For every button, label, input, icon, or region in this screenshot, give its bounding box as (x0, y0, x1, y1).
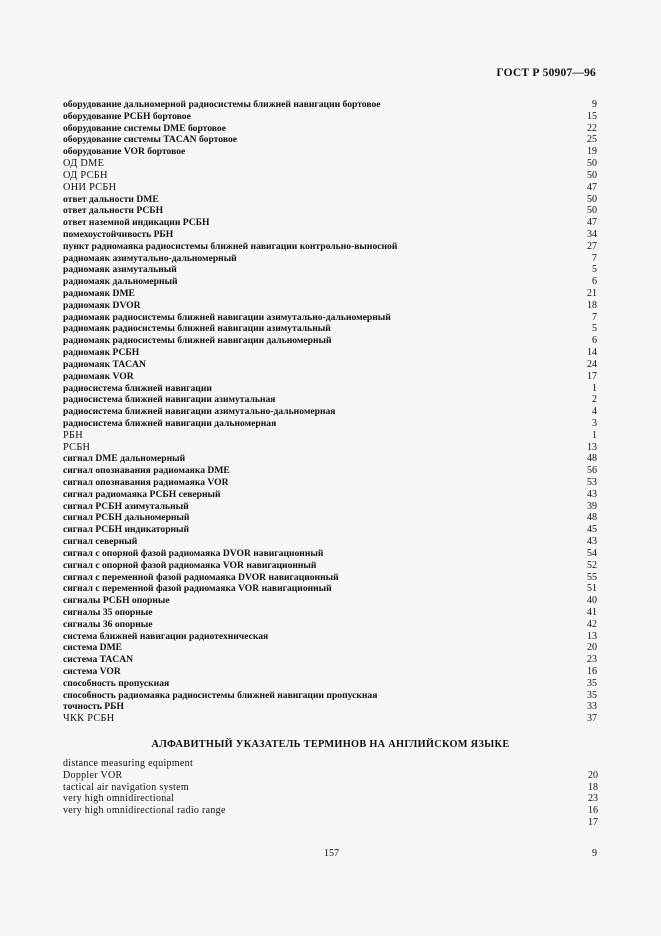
index-row (63, 536, 598, 548)
index-row (63, 583, 598, 595)
index-row (63, 134, 598, 146)
index-page-ref: 20 (587, 642, 597, 654)
index-row (63, 477, 598, 489)
index-row (63, 607, 598, 619)
index-term: система VOR (63, 666, 121, 677)
index-term: способность пропускная (63, 677, 170, 689)
index-term: точность РБН (63, 701, 124, 713)
index-term: радиомаяк DVOR (63, 299, 141, 311)
english-index-row (63, 805, 598, 817)
index-term: ЧКК РСБН (63, 713, 115, 725)
index-page-ref: 43 (587, 488, 597, 500)
index-term: радиомаяк радиосистемы ближней навигации азимутально-дальномерный (63, 311, 391, 323)
index-term: сигнал северный (63, 536, 138, 548)
index-page-ref: 50 (587, 169, 597, 181)
footer-corner-number: 9 (592, 848, 597, 859)
index-page-ref: 54 (587, 547, 597, 559)
index-term: радиомаяк дальномерный (63, 276, 178, 288)
index-term: радиомаяк азимутальный (63, 264, 177, 276)
index-term: ОД РСБН (63, 169, 108, 181)
index-row (63, 123, 598, 135)
index-row (63, 512, 598, 524)
index-page-ref: 53 (587, 477, 597, 488)
index-row (63, 642, 598, 654)
index-page-ref: 22 (587, 122, 597, 134)
index-term: оборудование РСБН бортовое (63, 110, 191, 122)
index-term: сигналы 35 опорные (63, 606, 153, 618)
index-term: радиосистема ближней навигации азимутально-дальномерная (63, 406, 336, 418)
index-row (63, 678, 598, 690)
index-page-ref: 47 (587, 217, 597, 229)
index-page-ref: 50 (587, 158, 597, 170)
english-term-index (63, 758, 598, 829)
index-row (63, 241, 598, 253)
index-page-ref: 14 (587, 347, 597, 359)
index-term: сигнал с опорной фазой радиомаяка DVOR навигационный (63, 547, 324, 559)
index-page-ref: 33 (587, 701, 597, 713)
index-row (63, 383, 598, 395)
index-row (63, 406, 598, 418)
index-page-ref: 17 (587, 370, 597, 382)
index-term: сигнал опознавания радиомаяка VOR (63, 477, 229, 488)
index-row (63, 182, 598, 194)
index-page-ref: 13 (587, 630, 597, 642)
index-term: радиосистема ближней навигации (63, 382, 212, 394)
index-page-ref: 27 (587, 240, 597, 252)
index-page-ref: 7 (592, 311, 597, 323)
index-row (63, 654, 598, 666)
index-term: радиомаяк радиосистемы ближней навигации дальномерный (63, 335, 332, 347)
index-row (63, 524, 598, 536)
index-row (63, 489, 598, 501)
index-page-ref: 40 (587, 595, 597, 607)
english-page-ref: 17 (588, 816, 598, 828)
index-page-ref: 2 (592, 394, 597, 406)
index-row (63, 276, 598, 288)
index-page-ref: 21 (587, 288, 597, 299)
english-index-row (63, 758, 598, 770)
english-term: Doppler VOR (63, 769, 123, 781)
index-term: система ближней навигации радиотехническая (63, 630, 269, 642)
index-row (63, 146, 598, 158)
index-row (63, 371, 598, 383)
russian-term-index (63, 99, 598, 725)
index-term: оборудование системы DME бортовое (63, 122, 226, 134)
index-page-ref: 16 (587, 666, 597, 677)
index-page-ref: 19 (587, 146, 597, 158)
english-term: distance measuring equipment (63, 758, 194, 769)
index-page-ref: 1 (592, 429, 597, 441)
index-term: сигнал РСБН азимутальный (63, 500, 189, 512)
index-term: сигнал РСБН дальномерный (63, 512, 190, 524)
index-term: ОНИ РСБН (63, 181, 117, 193)
index-page-ref: 41 (587, 606, 597, 618)
index-page-ref: 15 (587, 110, 597, 122)
index-term: сигнал РСБН индикаторный (63, 524, 190, 536)
index-page-ref: 35 (587, 689, 597, 701)
index-page-ref: 35 (587, 677, 597, 689)
index-term: радиомаяк РСБН (63, 347, 140, 359)
index-page-ref: 6 (592, 276, 597, 288)
index-row (63, 453, 598, 465)
english-page-ref: 18 (588, 781, 598, 793)
index-term: сигнал с переменной фазой радиомаяка DVOR навигационный (63, 571, 339, 583)
index-row (63, 99, 598, 111)
index-term: сигнал опознавания радиомаяка DME (63, 465, 230, 477)
index-term: РБН (63, 429, 83, 441)
index-page-ref: 51 (587, 583, 597, 595)
index-term: помехоустойчивость РБН (63, 228, 174, 240)
index-row (63, 595, 598, 607)
index-row (63, 418, 598, 430)
index-page-ref: 18 (587, 299, 597, 311)
index-page-ref: 50 (587, 193, 597, 205)
index-term: радиомаяк DME (63, 288, 135, 299)
index-page-ref: 56 (587, 465, 597, 477)
index-row (63, 394, 598, 406)
index-row (63, 572, 598, 584)
english-index-row (63, 782, 598, 794)
index-page-ref: 55 (587, 571, 597, 583)
index-page-ref: 7 (592, 252, 597, 264)
index-term: система TACAN (63, 654, 134, 666)
index-term: сигналы 36 опорные (63, 618, 153, 630)
index-row (63, 560, 598, 572)
index-page-ref: 5 (592, 323, 597, 335)
english-index-row (63, 817, 598, 829)
index-page-ref: 1 (592, 382, 597, 394)
index-row (63, 300, 598, 312)
index-page-ref: 24 (587, 358, 597, 370)
index-row (63, 217, 598, 229)
index-page-ref: 42 (587, 618, 597, 630)
index-row (63, 713, 598, 725)
index-page-ref: 39 (587, 500, 597, 512)
index-row (63, 442, 598, 454)
index-term: сигнал с переменной фазой радиомаяка VOR навигационный (63, 583, 332, 595)
index-page-ref: 48 (587, 512, 597, 524)
english-term: tactical air navigation system (63, 781, 189, 793)
index-page-ref: 4 (592, 406, 597, 418)
english-page-ref: 16 (588, 805, 598, 817)
english-page-ref: 20 (588, 769, 598, 781)
index-term: радиомаяк радиосистемы ближней навигации азимутальный (63, 323, 331, 335)
index-row (63, 619, 598, 631)
english-page-ref: 23 (588, 793, 598, 805)
index-page-ref: 13 (587, 441, 597, 453)
index-page-ref: 25 (587, 134, 597, 146)
index-row (63, 548, 598, 560)
index-term: пункт радиомаяка радиосистемы ближней навигации контрольно-выносной (63, 240, 398, 252)
index-row (63, 359, 598, 371)
index-page-ref: 50 (587, 205, 597, 217)
index-term: способность радиомаяка радиосистемы ближней навигации пропускная (63, 689, 378, 701)
index-page-ref: 37 (587, 713, 597, 725)
index-row (63, 253, 598, 265)
index-row (63, 430, 598, 442)
english-index-title: АЛФАВИТНЫЙ УКАЗАТЕЛЬ ТЕРМИНОВ НА АНГЛИЙСКОМ ЯЗЫКЕ (151, 739, 510, 750)
index-row (63, 205, 598, 217)
index-row (63, 465, 598, 477)
index-term: радиомаяк VOR (63, 370, 134, 382)
index-row (63, 335, 598, 347)
document-header: ГОСТ Р 50907—96 (496, 67, 596, 79)
index-row (63, 347, 598, 359)
index-row (63, 323, 598, 335)
index-page-ref: 23 (587, 654, 597, 666)
index-page-ref: 9 (592, 99, 597, 110)
index-row (63, 701, 598, 713)
index-term: оборудование системы TACAN бортовое (63, 134, 237, 146)
index-term: радиомаяк азимутально-дальномерный (63, 252, 237, 264)
index-page-ref: 48 (587, 453, 597, 465)
index-term: ОД DME (63, 158, 105, 170)
page-number: 157 (324, 848, 339, 859)
index-term: сигнал с опорной фазой радиомаяка VOR навигационный (63, 559, 317, 571)
index-page-ref: 45 (587, 524, 597, 536)
index-term: система DME (63, 642, 123, 654)
index-term: РСБН (63, 441, 91, 453)
index-row (63, 229, 598, 241)
index-term: радиосистема ближней навигации азимутальная (63, 394, 276, 406)
index-term: радиомаяк TACAN (63, 358, 146, 370)
index-row (63, 288, 598, 300)
index-page-ref: 34 (587, 228, 597, 240)
index-term: сигнал радиомаяка РСБН северный (63, 488, 221, 500)
index-row (63, 111, 598, 123)
index-term: ответ дальности РСБН (63, 205, 164, 217)
index-row (63, 690, 598, 702)
index-page-ref: 6 (592, 335, 597, 347)
index-term: радиосистема ближней навигации дальномерная (63, 417, 277, 429)
english-index-row (63, 770, 598, 782)
index-term: оборудование VOR бортовое (63, 146, 186, 158)
index-term: ответ наземной индикации РСБН (63, 217, 210, 229)
index-term: сигналы РСБН опорные (63, 595, 170, 607)
index-page-ref: 47 (587, 181, 597, 193)
index-page-ref: 43 (587, 536, 597, 548)
index-page-ref: 5 (592, 264, 597, 276)
index-row (63, 170, 598, 182)
english-term: very high omnidirectional (63, 793, 175, 805)
index-row (63, 312, 598, 324)
index-row (63, 631, 598, 643)
index-row (63, 666, 598, 678)
english-term: very high omnidirectional radio range (63, 805, 226, 817)
index-row (63, 501, 598, 513)
index-row (63, 264, 598, 276)
index-page-ref: 52 (587, 559, 597, 571)
index-term: сигнал DME дальномерный (63, 453, 186, 465)
index-row (63, 194, 598, 206)
index-term: оборудование дальномерной радиосистемы ближней навигации бортовое (63, 99, 381, 110)
index-page-ref: 3 (592, 417, 597, 429)
index-term: ответ дальности DME (63, 193, 159, 205)
index-row (63, 158, 598, 170)
english-index-row (63, 793, 598, 805)
